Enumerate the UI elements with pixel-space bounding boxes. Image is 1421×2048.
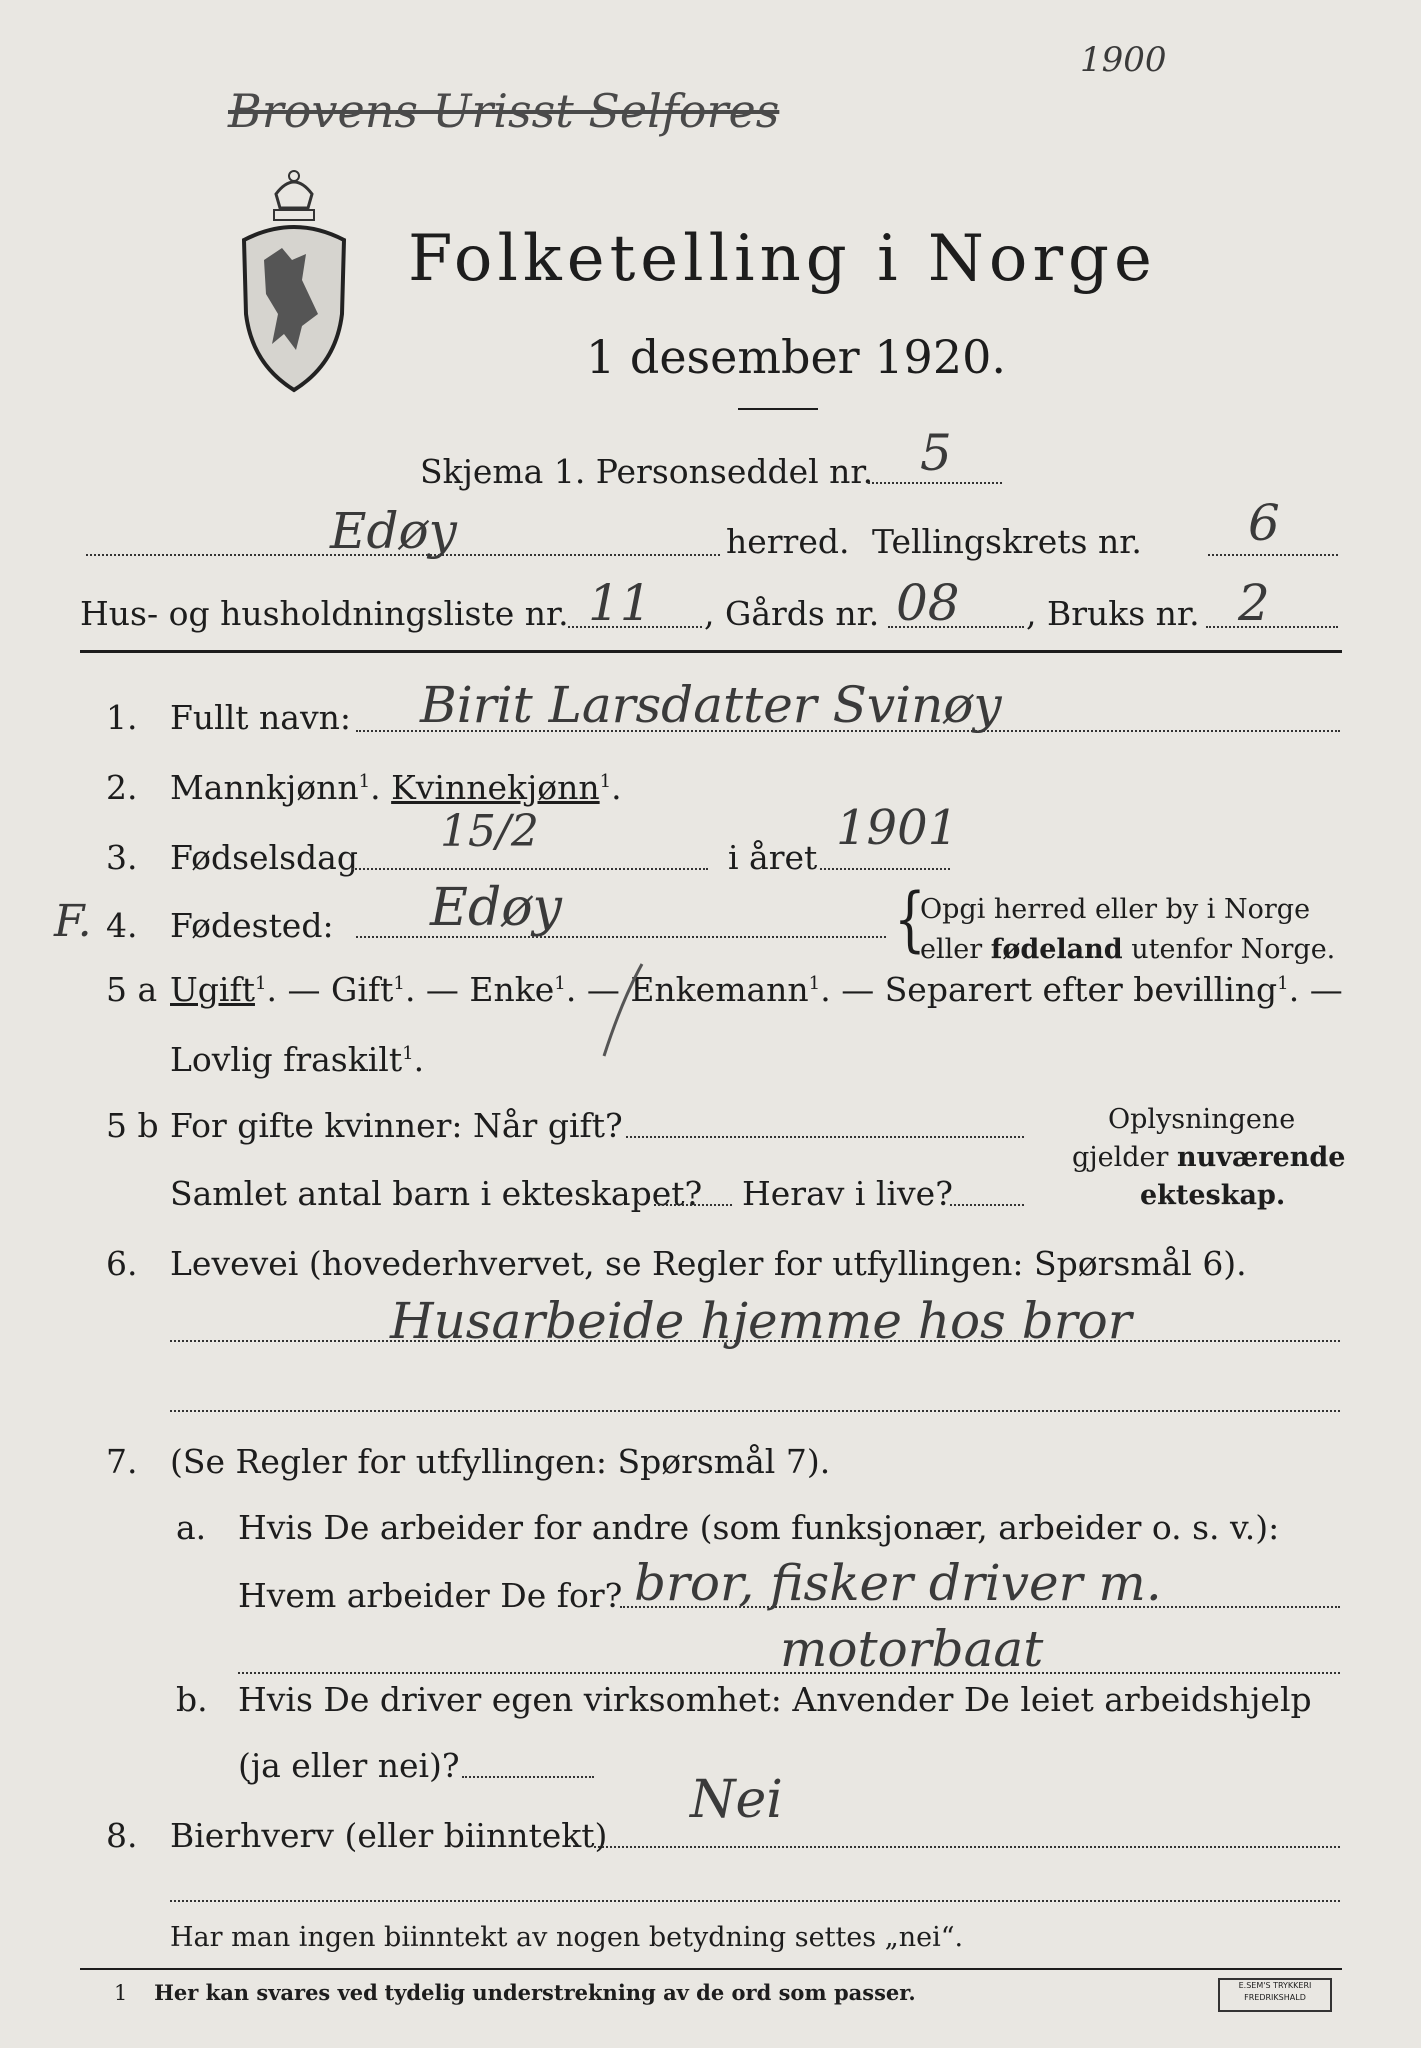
q6-label: Levevei (hovederhvervet, se Regler for utfyllingen: Spørsmål 6).	[170, 1244, 1247, 1283]
q5b-note2-prefix: gjelder	[1072, 1142, 1169, 1173]
footer-note: Har man ingen biinntekt av nogen betydning settes „nei“.	[170, 1922, 964, 1953]
footnote-prefix: Her kan svares ved	[154, 1980, 378, 2005]
q2-number: 2.	[106, 768, 138, 807]
skjema-label: Skjema 1. Personseddel nr.	[420, 452, 874, 491]
q4-note-line2	[920, 934, 1335, 965]
q5b-note2	[1072, 1142, 1345, 1173]
q7b-text: Hvis De driver egen virksomhet: Anvender De leiet arbeidshjelp	[238, 1680, 1312, 1719]
q5b-note3	[1140, 1180, 1285, 1211]
tellingskrets-label: Tellingskrets nr.	[872, 522, 1142, 561]
header-separator-thick	[80, 650, 1342, 653]
q4-answer: Edøy	[430, 878, 562, 938]
q5a-enke-dash: . —	[565, 970, 620, 1009]
q6-number: 6.	[106, 1244, 138, 1283]
q8-answer: Nei	[690, 1770, 783, 1830]
q5a-ugift-sup: 1	[254, 973, 267, 994]
q5a-gift-sup: 1	[393, 973, 405, 994]
herred-value: Edøy	[330, 502, 457, 560]
q5a-lovlig: Lovlig fraskilt$^1$.	[170, 1040, 425, 1079]
q7a-answer-line1: bror, fisker driver m.	[634, 1554, 1162, 1612]
q1-label: Fullt navn:	[170, 698, 351, 737]
printer-line1: E.SEM'S TRYKKERI	[1238, 1981, 1312, 1990]
gards-nr: 08	[896, 574, 960, 632]
q6-line2	[170, 1410, 1340, 1412]
q4-note-line1: Opgi herred eller by i Norge	[920, 894, 1311, 925]
footnote-bold: tydelig understrekning av de ord som passer.	[384, 1980, 916, 2005]
q7b-letter: b.	[176, 1680, 208, 1719]
q3-year: 1901	[836, 800, 959, 856]
q5a-lovlig-sup: 1	[402, 1043, 414, 1064]
q5b-gift-line	[626, 1136, 1024, 1138]
bruks-nr: 2	[1238, 574, 1270, 632]
q1-number: 1.	[106, 698, 138, 737]
footnote	[114, 1980, 916, 2005]
q8-label: Bierhverv (eller biinntekt)	[170, 1816, 608, 1855]
printer-line2: FREDRIKSHALD	[1244, 1993, 1306, 2002]
q7a-text: Hvis De arbeider for andre (som funksjonær, arbeider o. s. v.):	[238, 1508, 1280, 1547]
crossed-out-heading: Brovens Urisst Selfores	[228, 84, 780, 138]
q7a-letter: a.	[176, 1508, 207, 1547]
q3-label: Fødselsdag	[170, 838, 358, 877]
q7b-question: (ja eller nei)?	[238, 1746, 460, 1785]
q5b-label1: For gifte kvinner: Når gift?	[170, 1106, 623, 1145]
footnote-num: 1	[114, 1981, 128, 2005]
q2-female-sup: 1	[599, 771, 612, 792]
q5a-handwritten-slash	[592, 960, 652, 1060]
husholdningsliste-label: Hus- og husholdningsliste nr.	[80, 594, 569, 633]
coat-of-arms-emblem	[236, 164, 352, 396]
tellingskrets-nr: 6	[1248, 494, 1280, 552]
personseddel-nr: 5	[920, 424, 952, 482]
q5a-number: 5 a	[106, 970, 158, 1009]
q2-male-dot: .	[370, 768, 381, 807]
q7-number: 7.	[106, 1442, 138, 1481]
q3-line	[352, 868, 708, 870]
q5a-enke: Enke	[469, 970, 555, 1009]
q8-number: 8.	[106, 1816, 138, 1855]
q8-line	[594, 1846, 1340, 1848]
q5b-number: 5 b	[106, 1106, 159, 1145]
bruks-label: , Bruks nr.	[1026, 594, 1200, 633]
herred-label: herred.	[726, 522, 850, 561]
q2-options	[170, 768, 622, 807]
q5a-ugift-dash: . —	[266, 970, 321, 1009]
printer-mark	[1218, 1978, 1332, 2012]
q4-label: Fødested:	[170, 906, 334, 945]
q5b-note3-bold: ekteskap.	[1140, 1180, 1286, 1211]
q5b-note2-bold: nuværende	[1177, 1142, 1346, 1173]
q5b-label3: Herav i live?	[742, 1174, 953, 1213]
q5b-label2: Samlet antal barn i ekteskapet?	[170, 1174, 703, 1213]
q5a-enkemann: Enkemann	[630, 970, 809, 1009]
q5b-live-line	[950, 1204, 1024, 1206]
q4-margin-mark: F.	[54, 896, 92, 947]
footnote-divider	[80, 1968, 1342, 1970]
q5a-enkemann-sup: 1	[808, 973, 821, 994]
q5a-gift: Gift	[331, 970, 394, 1009]
q5a-lovlig-text: Lovlig fraskilt	[170, 1040, 403, 1079]
q3-number: 3.	[106, 838, 138, 877]
bruks-line	[1206, 626, 1338, 628]
q2-female-dot: .	[611, 768, 622, 807]
q1-answer: Birit Larsdatter Svinøy	[420, 676, 1002, 734]
q4-note-line2-bold: fødeland	[990, 934, 1123, 965]
tellingskrets-line	[1208, 554, 1338, 556]
gards-label: , Gårds nr.	[704, 594, 880, 633]
husholdningsliste-nr: 11	[588, 574, 652, 632]
q3-year-label: i året	[728, 838, 818, 877]
q5a-separert: Separert efter bevilling	[884, 970, 1278, 1009]
q7a-answer-line2: motorbaat	[780, 1620, 1044, 1678]
q5a-separert-dash: . —	[1288, 970, 1343, 1009]
q7-label: (Se Regler for utfyllingen: Spørsmål 7).	[170, 1442, 831, 1481]
q4-note-line2-suffix: utenfor Norge.	[1131, 934, 1336, 965]
q2-male-sup: 1	[358, 771, 371, 792]
q2-male: Mannkjønn	[170, 768, 359, 807]
form-title: Folketelling i Norge	[408, 222, 1157, 296]
q5b-note1: Oplysningene	[1108, 1104, 1296, 1135]
q6-answer: Husarbeide hjemme hos bror	[390, 1292, 1132, 1350]
q3-answer: 15/2	[440, 806, 539, 857]
corner-note: 1900	[1080, 40, 1167, 80]
personseddel-line	[868, 482, 1002, 484]
q4-number: 4.	[106, 906, 138, 945]
q5a-separert-sup: 1	[1277, 973, 1289, 994]
q2-female: Kvinnekjønn	[391, 768, 600, 807]
form-date: 1 desember 1920.	[586, 330, 1006, 384]
title-divider	[738, 408, 818, 410]
q5a-enkemann-dash: . —	[820, 970, 875, 1009]
q5b-barn-line	[654, 1204, 732, 1206]
q3-year-line	[820, 868, 950, 870]
q5a-enke-sup: 1	[554, 973, 566, 994]
q5a-ugift: Ugift	[170, 970, 255, 1009]
q4-note-brace: {	[894, 878, 926, 960]
q4-note-line2-prefix: eller	[920, 934, 983, 965]
q8-line2	[170, 1900, 1340, 1902]
q5a-gift-dash: . —	[404, 970, 459, 1009]
q7a-question: Hvem arbeider De for?	[238, 1576, 623, 1615]
q7b-line	[462, 1776, 594, 1778]
q5a-options	[170, 970, 1343, 1009]
